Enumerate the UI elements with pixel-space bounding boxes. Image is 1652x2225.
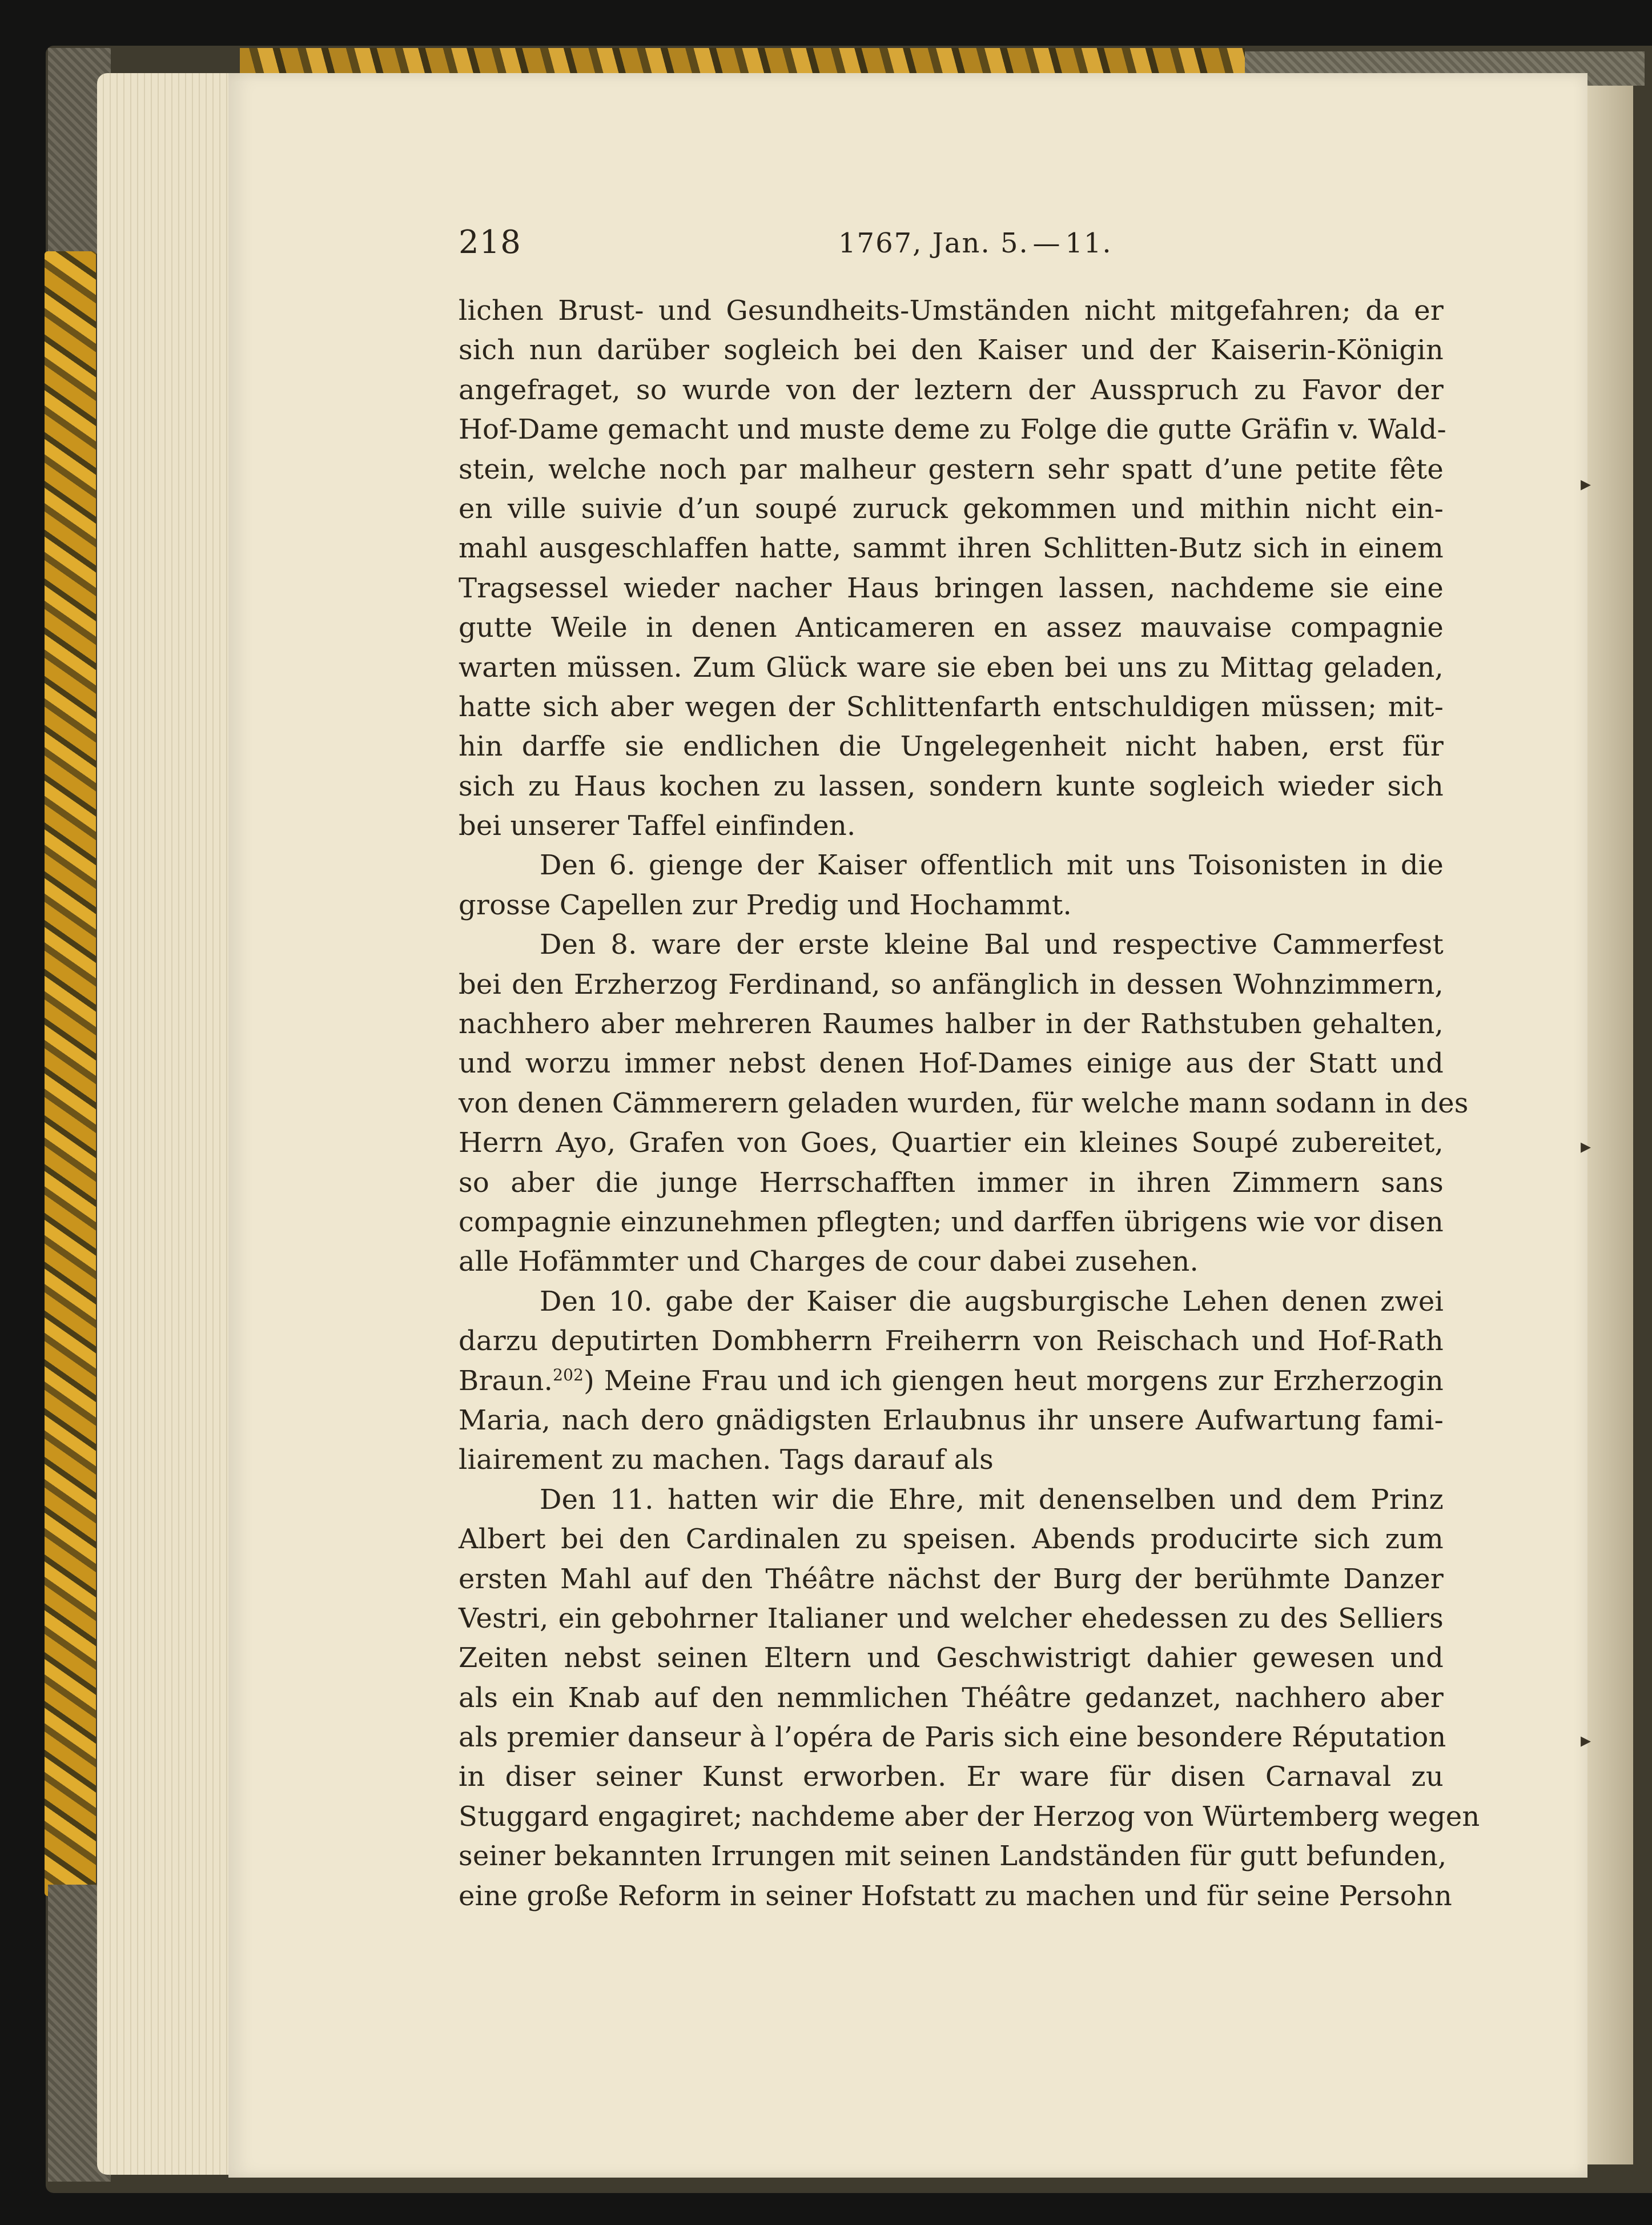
text-line: stein, welche noch par malheur gestern sehr spatt d’une petite fête bbox=[459, 453, 1444, 485]
text-line: und worzu immer nebst denen Hof-Dames einige aus der Statt und bbox=[459, 1047, 1444, 1080]
text-line: Stuggard engagiret; nachdeme aber der Herzog von Würtemberg wegen bbox=[459, 1800, 1480, 1833]
text-line: compagnie einzunehmen pflegten; und darffen übrigens wie vor disen bbox=[459, 1206, 1444, 1238]
text-line: liairement zu machen. Tags darauf als bbox=[459, 1444, 994, 1476]
body-text bbox=[459, 291, 1480, 1916]
text-line: lichen Brust- und Gesundheits-Umständen nicht mitgefahren; da er bbox=[459, 295, 1444, 327]
text-line: Maria, nach dero gnädigsten Erlaubnus ihr unsere Aufwartung fami- bbox=[459, 1404, 1444, 1436]
text-line: en ville suivie d’un soupé zuruck gekommen und mithin nicht ein- bbox=[459, 492, 1444, 525]
text-line-with-footnote bbox=[459, 1361, 1444, 1401]
footnote-number[interactable]: 202 bbox=[553, 1365, 584, 1384]
text-line: Tragsessel wieder nacher Haus bringen lassen, nachdeme sie eine bbox=[459, 572, 1444, 604]
text-line: ersten Mahl auf den Théâtre nächst der Burg der berühmte Danzer bbox=[459, 1563, 1444, 1595]
text-line: warten müssen. Zum Glück ware sie eben bei uns zu Mittag geladen, bbox=[459, 651, 1444, 684]
text-line: grosse Capellen zur Predig und Hochammt. bbox=[459, 889, 1072, 921]
marbled-board bbox=[45, 251, 96, 1896]
text-line: alle Hofämmter und Charges de cour dabei zusehen. bbox=[459, 1246, 1199, 1278]
text-line: hin darffe sie endlichen die Ungelegenheit nicht haben, erst für bbox=[459, 730, 1444, 763]
text-line: als premier danseur à l’opéra de Paris sich eine besondere Réputation bbox=[459, 1721, 1446, 1754]
text-line: eine große Reform in seiner Hofstatt zu machen und für seine Persohn bbox=[459, 1879, 1452, 1912]
text-line: so aber die junge Herrschafften immer in ihren Zimmern sans bbox=[459, 1166, 1444, 1199]
margin-mark: ▸ bbox=[1581, 472, 1591, 496]
text-line: Zeiten nebst seinen Eltern und Geschwistrigt dahier gewesen und bbox=[459, 1642, 1444, 1674]
text-line: Herrn Ayo, Grafen von Goes, Quartier ein kleines Soupé zubereitet, bbox=[459, 1127, 1444, 1159]
margin-mark: ▸ bbox=[1581, 1729, 1591, 1752]
text-line: bei unserer Taffel einfinden. bbox=[459, 810, 856, 842]
text-line: nachhero aber mehreren Raumes halber in der Rathstuben gehalten, bbox=[459, 1008, 1444, 1041]
text-line: Den 6. gienge der Kaiser offentlich mit uns Toisonisten in die bbox=[540, 849, 1444, 882]
text-line: Hof-Dame gemacht und muste deme zu Folge die gutte Gräfin v. Wald- bbox=[459, 413, 1446, 446]
text-line: Albert bei den Cardinalen zu speisen. Abends producirte sich zum bbox=[459, 1523, 1444, 1556]
text-line: seiner bekannten Irrungen mit seinen Landständen für gutt befunden, bbox=[459, 1840, 1447, 1873]
text-line: darzu deputirten Dombherrn Freiherrn von Reischach und Hof-Rath bbox=[459, 1325, 1444, 1358]
text-line: Den 8. ware der erste kleine Bal und respective Cammerfest bbox=[540, 929, 1444, 961]
page-number: 218 bbox=[459, 224, 521, 261]
text-line: Vestri, ein gebohrner Italianer und welcher ehedessen zu des Selliers bbox=[459, 1602, 1444, 1634]
text-line: gutte Weile in denen Anticameren en assez mauvaise compagnie bbox=[459, 612, 1444, 644]
text-line: Den 10. gabe der Kaiser die augsburgische Lehen denen zwei bbox=[540, 1285, 1444, 1318]
text-line: mahl ausgeschlaffen hatte, sammt ihren Schlitten-Butz sich in einem bbox=[459, 532, 1444, 565]
text-line: Den 11. hatten wir die Ehre, mit denenselben und dem Prinz bbox=[540, 1483, 1444, 1516]
text-line: sich zu Haus kochen zu lassen, sondern kunte sogleich wieder sich bbox=[459, 770, 1444, 802]
facing-page-edge bbox=[1587, 86, 1633, 2164]
text-line: bei den Erzherzog Ferdinand, so anfänglich in dessen Wohnzimmern, bbox=[459, 968, 1444, 1001]
text-line: als ein Knab auf den nemmlichen Théâtre gedanzet, nachhero aber bbox=[459, 1681, 1444, 1714]
text-line: hatte sich aber wegen der Schlittenfarth entschuldigen müssen; mit- bbox=[459, 690, 1444, 723]
page-stack-edges bbox=[97, 73, 246, 2175]
margin-mark: ▸ bbox=[1581, 1135, 1591, 1158]
text-line: angefraget, so wurde von der leztern der Ausspruch zu Favor der bbox=[459, 373, 1444, 406]
text-line-rest: Meine Frau und ich giengen heut morgens zur Erzherzogin bbox=[604, 1364, 1444, 1397]
footnote-word: Braun. bbox=[459, 1364, 553, 1397]
footnote-bracket: ) bbox=[584, 1364, 595, 1397]
text-line: sich nun darüber sogleich bei den Kaiser und der Kaiserin-Königin bbox=[459, 334, 1444, 367]
text-line: von denen Cämmerern geladen wurden, für welche mann sodann in des bbox=[459, 1087, 1469, 1119]
running-head: 1767, Jan. 5. — 11. bbox=[838, 227, 1112, 259]
text-line: in diser seiner Kunst erworben. Er ware für disen Carnaval zu bbox=[459, 1761, 1444, 1793]
